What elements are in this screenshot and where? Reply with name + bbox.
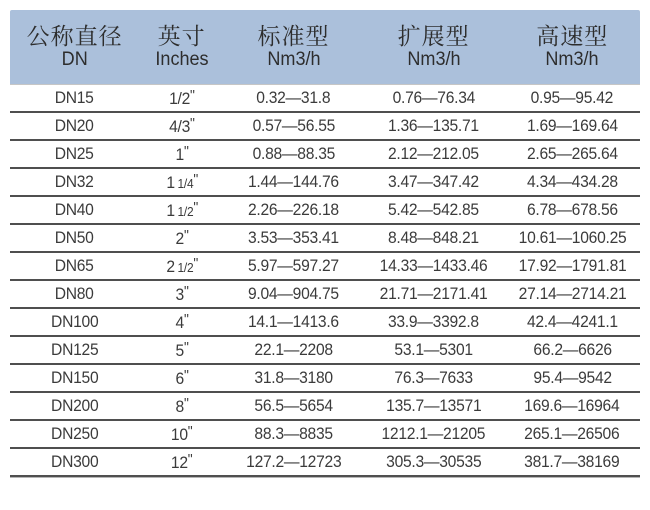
cell-dn bbox=[10, 396, 139, 416]
cell-dn bbox=[10, 228, 139, 248]
header-en-label: Nm3/h bbox=[266, 49, 321, 71]
inch-mark: " bbox=[190, 87, 195, 104]
extended-range-value: 1.36—135.71 bbox=[388, 116, 480, 135]
table-body bbox=[10, 85, 640, 477]
table-row bbox=[10, 393, 640, 421]
inches-value: 8 bbox=[175, 397, 184, 416]
cell-high-speed-range bbox=[505, 424, 640, 444]
high-speed-range-value: 169.6—16964 bbox=[524, 396, 620, 415]
inch-mark: " bbox=[183, 311, 188, 328]
high-speed-range-value: 27.14—2714.21 bbox=[518, 284, 627, 303]
table-header-row bbox=[10, 10, 640, 85]
cell-standard-range bbox=[224, 88, 363, 108]
extended-range-value: 1212.1—21205 bbox=[381, 424, 486, 443]
cell-dn bbox=[10, 172, 139, 192]
cell-standard-range bbox=[224, 144, 363, 164]
high-speed-range-value: 4.34—434.28 bbox=[526, 172, 618, 191]
table-row bbox=[10, 225, 640, 253]
cell-standard-range bbox=[224, 340, 363, 360]
cell-extended-range bbox=[363, 284, 505, 304]
cell-standard-range bbox=[224, 116, 363, 136]
cell-dn bbox=[10, 144, 139, 164]
dn-value: DN250 bbox=[50, 424, 99, 443]
cell-dn bbox=[10, 284, 139, 304]
flow-rate-spec-table bbox=[10, 10, 640, 477]
cell-high-speed-range bbox=[505, 144, 640, 164]
cell-high-speed-range bbox=[505, 284, 640, 304]
header-en-label: Nm3/h bbox=[545, 49, 599, 71]
cell-inches bbox=[139, 395, 224, 417]
cell-inches bbox=[139, 143, 224, 165]
standard-range-value: 2.26—226.18 bbox=[248, 200, 339, 219]
header-zh-label: 英寸 bbox=[157, 22, 206, 49]
standard-range-value: 88.3—8835 bbox=[254, 424, 333, 443]
cell-inches bbox=[139, 423, 224, 445]
header-en-label: DN bbox=[61, 49, 88, 71]
extended-range-value: 0.76—76.34 bbox=[392, 88, 475, 107]
standard-range-value: 9.04—904.75 bbox=[248, 284, 339, 303]
inches-fraction: 1/2 bbox=[177, 204, 194, 219]
cell-inches bbox=[139, 367, 224, 389]
cell-high-speed-range bbox=[505, 256, 640, 276]
cell-dn bbox=[10, 200, 139, 220]
table-row bbox=[10, 449, 640, 477]
table-row bbox=[10, 421, 640, 449]
inch-mark: " bbox=[193, 199, 198, 216]
table-row bbox=[10, 85, 640, 113]
standard-range-value: 0.57—56.55 bbox=[252, 116, 335, 135]
cell-standard-range bbox=[224, 312, 363, 332]
inches-value: 6 bbox=[175, 369, 184, 388]
cell-standard-range bbox=[224, 228, 363, 248]
extended-range-value: 14.33—1433.46 bbox=[379, 256, 488, 275]
inch-mark: " bbox=[183, 339, 188, 356]
cell-standard-range bbox=[224, 396, 363, 416]
standard-range-value: 14.1—1413.6 bbox=[248, 312, 339, 331]
cell-inches bbox=[139, 311, 224, 333]
cell-extended-range bbox=[363, 116, 505, 136]
inch-mark: " bbox=[188, 451, 193, 468]
cell-dn bbox=[10, 340, 139, 360]
cell-standard-range bbox=[224, 200, 363, 220]
cell-high-speed-range bbox=[505, 340, 640, 360]
inches-value: 1 bbox=[166, 173, 175, 192]
cell-extended-range bbox=[363, 88, 505, 108]
table-row bbox=[10, 113, 640, 141]
high-speed-range-value: 0.95—95.42 bbox=[531, 88, 614, 107]
standard-range-value: 0.32—31.8 bbox=[256, 88, 331, 107]
inches-value: 1/2 bbox=[169, 89, 191, 108]
cell-extended-range bbox=[363, 368, 505, 388]
standard-range-value: 31.8—3180 bbox=[254, 368, 333, 387]
high-speed-range-value: 6.78—678.56 bbox=[526, 200, 618, 219]
cell-standard-range bbox=[224, 424, 363, 444]
inches-value: 4 bbox=[175, 313, 184, 332]
header-zh-label: 扩展型 bbox=[397, 22, 470, 49]
dn-value: DN65 bbox=[55, 256, 95, 275]
header-cell-high-speed-type bbox=[505, 10, 640, 84]
cell-dn bbox=[10, 116, 139, 136]
table-row bbox=[10, 253, 640, 281]
cell-standard-range bbox=[224, 452, 363, 472]
header-zh-label: 标准型 bbox=[257, 22, 330, 49]
dn-value: DN150 bbox=[50, 368, 99, 387]
dn-value: DN50 bbox=[55, 228, 95, 247]
cell-extended-range bbox=[363, 396, 505, 416]
cell-inches bbox=[139, 451, 224, 473]
inch-mark: " bbox=[183, 367, 188, 384]
cell-extended-range bbox=[363, 228, 505, 248]
inch-mark: " bbox=[183, 227, 188, 244]
inch-mark: " bbox=[183, 283, 188, 300]
dn-value: DN32 bbox=[55, 172, 95, 191]
cell-standard-range bbox=[224, 172, 363, 192]
cell-high-speed-range bbox=[505, 368, 640, 388]
inch-mark: " bbox=[183, 395, 188, 412]
header-cell-extended-type bbox=[363, 10, 505, 84]
inches-value: 10 bbox=[171, 425, 189, 444]
inches-value: 5 bbox=[175, 341, 184, 360]
standard-range-value: 0.88—88.35 bbox=[252, 144, 335, 163]
cell-dn bbox=[10, 424, 139, 444]
extended-range-value: 3.47—347.42 bbox=[388, 172, 480, 191]
cell-dn bbox=[10, 312, 139, 332]
dn-value: DN300 bbox=[50, 452, 99, 471]
dn-value: DN200 bbox=[50, 396, 99, 415]
inch-mark: " bbox=[190, 115, 195, 132]
extended-range-value: 135.7—13571 bbox=[386, 396, 482, 415]
cell-extended-range bbox=[363, 144, 505, 164]
dn-value: DN125 bbox=[50, 340, 99, 359]
high-speed-range-value: 66.2—6626 bbox=[533, 340, 612, 359]
high-speed-range-value: 95.4—9542 bbox=[533, 368, 612, 387]
extended-range-value: 5.42—542.85 bbox=[388, 200, 480, 219]
cell-high-speed-range bbox=[505, 172, 640, 192]
cell-standard-range bbox=[224, 368, 363, 388]
inch-mark: " bbox=[193, 255, 198, 272]
cell-inches bbox=[139, 171, 224, 193]
cell-extended-range bbox=[363, 312, 505, 332]
table-row bbox=[10, 141, 640, 169]
dn-value: DN100 bbox=[50, 312, 99, 331]
high-speed-range-value: 42.4—4241.1 bbox=[526, 312, 618, 331]
table-row bbox=[10, 281, 640, 309]
cell-dn bbox=[10, 452, 139, 472]
inch-mark: " bbox=[193, 171, 198, 188]
cell-high-speed-range bbox=[505, 452, 640, 472]
cell-inches bbox=[139, 115, 224, 137]
header-en-label: Inches bbox=[155, 49, 209, 71]
dn-value: DN80 bbox=[55, 284, 95, 303]
inches-value: 4/3 bbox=[169, 117, 191, 136]
high-speed-range-value: 381.7—38169 bbox=[524, 452, 620, 471]
cell-standard-range bbox=[224, 256, 363, 276]
table-row bbox=[10, 337, 640, 365]
inches-value: 1 bbox=[175, 145, 184, 164]
extended-range-value: 33.9—3392.8 bbox=[388, 312, 480, 331]
cell-dn bbox=[10, 256, 139, 276]
inch-mark: " bbox=[188, 423, 193, 440]
extended-range-value: 8.48—848.21 bbox=[388, 228, 480, 247]
cell-extended-range bbox=[363, 200, 505, 220]
cell-inches bbox=[139, 227, 224, 249]
header-en-label: Nm3/h bbox=[407, 49, 461, 71]
header-cell-standard-type bbox=[224, 10, 363, 84]
extended-range-value: 53.1—5301 bbox=[394, 340, 473, 359]
cell-inches bbox=[139, 87, 224, 109]
inches-value: 2 bbox=[175, 229, 184, 248]
dn-value: DN20 bbox=[55, 116, 95, 135]
high-speed-range-value: 265.1—26506 bbox=[524, 424, 620, 443]
cell-extended-range bbox=[363, 424, 505, 444]
inches-value: 1 bbox=[166, 201, 175, 220]
high-speed-range-value: 1.69—169.64 bbox=[526, 116, 618, 135]
high-speed-range-value: 10.61—1060.25 bbox=[518, 228, 627, 247]
cell-dn bbox=[10, 368, 139, 388]
dn-value: DN25 bbox=[55, 144, 95, 163]
standard-range-value: 127.2—12723 bbox=[245, 452, 342, 471]
cell-extended-range bbox=[363, 452, 505, 472]
standard-range-value: 5.97—597.27 bbox=[248, 256, 339, 275]
cell-standard-range bbox=[224, 284, 363, 304]
inch-mark: " bbox=[183, 143, 188, 160]
cell-dn bbox=[10, 88, 139, 108]
table-row bbox=[10, 365, 640, 393]
cell-extended-range bbox=[363, 340, 505, 360]
inches-fraction: 1/4 bbox=[177, 176, 194, 191]
cell-high-speed-range bbox=[505, 312, 640, 332]
table-row bbox=[10, 169, 640, 197]
header-cell-nominal-diameter bbox=[10, 10, 139, 84]
dn-value: DN40 bbox=[55, 200, 95, 219]
header-zh-label: 高速型 bbox=[536, 22, 609, 49]
cell-inches bbox=[139, 199, 224, 221]
cell-extended-range bbox=[363, 256, 505, 276]
cell-inches bbox=[139, 283, 224, 305]
cell-high-speed-range bbox=[505, 228, 640, 248]
inches-value: 12 bbox=[171, 453, 189, 472]
standard-range-value: 3.53—353.41 bbox=[248, 228, 339, 247]
cell-high-speed-range bbox=[505, 116, 640, 136]
cell-inches bbox=[139, 255, 224, 277]
cell-extended-range bbox=[363, 172, 505, 192]
standard-range-value: 22.1—2208 bbox=[254, 340, 333, 359]
header-zh-label: 公称直径 bbox=[26, 22, 123, 49]
table-row bbox=[10, 197, 640, 225]
table-row bbox=[10, 309, 640, 337]
cell-inches bbox=[139, 339, 224, 361]
cell-high-speed-range bbox=[505, 396, 640, 416]
extended-range-value: 76.3—7633 bbox=[394, 368, 473, 387]
cell-high-speed-range bbox=[505, 88, 640, 108]
cell-high-speed-range bbox=[505, 200, 640, 220]
standard-range-value: 1.44—144.76 bbox=[248, 172, 339, 191]
high-speed-range-value: 17.92—1791.81 bbox=[518, 256, 627, 275]
inches-value: 3 bbox=[175, 285, 184, 304]
header-cell-inches bbox=[139, 10, 224, 84]
standard-range-value: 56.5—5654 bbox=[254, 396, 333, 415]
inches-fraction: 1/2 bbox=[177, 260, 194, 275]
extended-range-value: 21.71—2171.41 bbox=[379, 284, 488, 303]
extended-range-value: 305.3—30535 bbox=[386, 452, 482, 471]
high-speed-range-value: 2.65—265.64 bbox=[526, 144, 618, 163]
inches-value: 2 bbox=[166, 257, 175, 276]
extended-range-value: 2.12—212.05 bbox=[388, 144, 480, 163]
dn-value: DN15 bbox=[55, 88, 95, 107]
